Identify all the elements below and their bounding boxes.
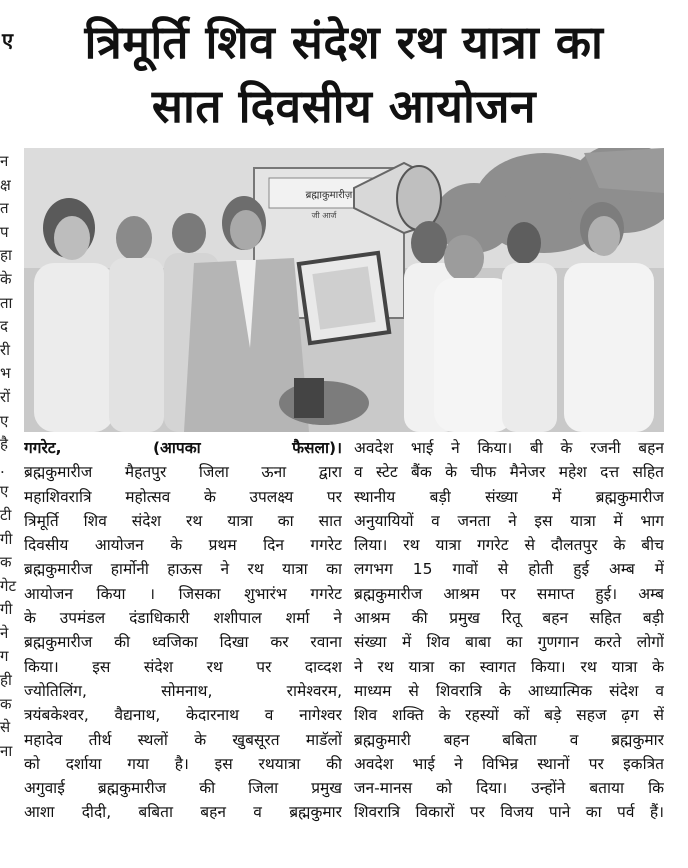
article-line: आश्रम की प्रमुख रितू बहन सहित बड़ी [354,609,664,628]
article-line: अगुवाई ब्रह्मकुमारीज की जिला प्रमुख [24,779,342,798]
article-line: के उपमंडल दंडाधिकारी शशीपाल शर्मा ने [24,609,342,628]
news-photo [24,148,664,432]
article-line: दिवसीय आयोजन के प्रथम दिन गगरेट [24,536,342,555]
edge-fragment: से [0,718,11,737]
edge-fragment: प [0,222,9,241]
headline-line-1: त्रिमूर्ति शिव संदेश रथ यात्रा का [84,15,604,69]
edge-fragment: ए [0,482,9,501]
edge-fragment: हा [0,246,12,265]
edge-column-top-char: ए [2,28,14,52]
article-line: आशा दीदी, बबिता बहन व ब्रह्मकुमार [24,803,342,822]
edge-fragment: ता [0,293,13,312]
edge-fragment: के [0,269,12,288]
article-line: महाशिवरात्रि महोत्सव के उपलक्ष्य पर [24,487,342,506]
edge-fragment: री [0,340,11,359]
article-line: त्रयंबकेश्वर, वैद्यनाथ, केदारनाथ व नागेश्वर [24,706,342,725]
edge-fragment: गी [0,600,13,619]
edge-fragment: ए [0,411,9,430]
article-line: को दर्शाया गया है। इस रथयात्रा की [24,754,342,773]
edge-fragment: ना [0,741,13,760]
edge-fragment: रों [0,387,11,406]
photo-sign-text: जी आर्ज [311,211,337,220]
article-line: अवदेश भाई ने विभिन्र स्थानों पर इकत्रित [354,754,664,773]
edge-fragment: भ [0,364,11,383]
edge-fragment: क्ष [0,175,11,194]
article-line: ब्रह्मकुमारीज हार्मोनी हाऊस ने रथ यात्रा का [24,560,342,579]
edge-fragment: है [0,435,8,454]
article-dateline: गगरेट, (आपका फैसला)। [24,439,342,457]
article-line: अनुयायियों व जनता ने इस यात्रा में भाग [354,511,664,530]
edge-fragment: न [0,152,9,170]
article-line: लिया। रथ यात्रा गगरेट से दौलतपुर के बीच [354,536,664,555]
article-line: संख्या में शिव बाबा का गुणगान करते लोगों [354,633,664,652]
article-line: आयोजन किया । जिसका शुभारंभ गगरेट [24,584,342,603]
article-line: ब्रह्मकुमारीज आश्रम पर समाप्त हुई। अम्ब [354,584,664,603]
article-line: स्थानीय बड़ी संख्या में ब्रह्मकुमारीज [354,487,664,506]
photo-banner-text: ब्रह्माकुमारीज़ [305,190,353,201]
edge-fragment: त [0,199,9,218]
article-line: ब्रह्मकुमारीज की ध्वजिका दिखा कर रवाना [24,633,342,652]
article-line: महादेव तीर्थ स्थलों के खुबसूरत माडॅलों [24,730,342,749]
article-line: जन-मानस को दिया। उन्होंने बताया कि [354,779,664,798]
article-line: शिवरात्रि विकारों पर विजय पाने का पर्व हैं। [354,803,664,822]
edge-fragment: द [0,317,8,336]
article-line: लगभग 15 गावों से होती हुई अम्ब में [354,560,664,579]
article-line: त्रिमूर्ति शिव संदेश रथ यात्रा का सात [24,511,342,530]
article-line: किया। इस संदेश रथ पर दाव्दश [24,657,342,676]
edge-fragment: . [0,458,5,477]
edge-fragment: ने [0,623,9,642]
article-line: माध्यम से शिवरात्रि के आध्यात्मिक संदेश व [354,681,664,700]
article-line: ब्रह्मकुमारी बहन बबिता व ब्रह्मकुमार [354,730,664,749]
edge-fragment: ग [0,647,9,666]
headline-line-2: सात दिवसीय आयोजन [151,79,537,133]
article-line: व स्टेट बैंक के चीफ मैनेजर महेश दत्त सहित [354,463,664,482]
article-line: ज्योतिलिंग, सोमनाथ, रामेश्वरम, [24,681,342,700]
edge-fragment: टी [0,505,12,524]
edge-fragment: ही [0,671,12,690]
edge-fragment: गी [0,529,13,548]
edge-fragment: गेट [0,576,17,595]
edge-fragment: क [0,694,12,713]
neighbor-column-fragment [0,150,18,868]
edge-fragment: क [0,553,12,572]
article-line: ब्रह्मकुमारीज मैहतपुर जिला ऊना द्वारा [24,463,342,482]
article-line: अवदेश भाई ने किया। बी के रजनी बहन [354,439,664,457]
article-line: शिव शक्ति के रहस्यों कों बड़े सहज ढ़ग सें [354,706,664,725]
article-line: ने रथ यात्रा का स्वागत किया। रथ यात्रा के [354,657,664,676]
article-column-right [354,436,664,825]
article-column-left [24,436,342,825]
